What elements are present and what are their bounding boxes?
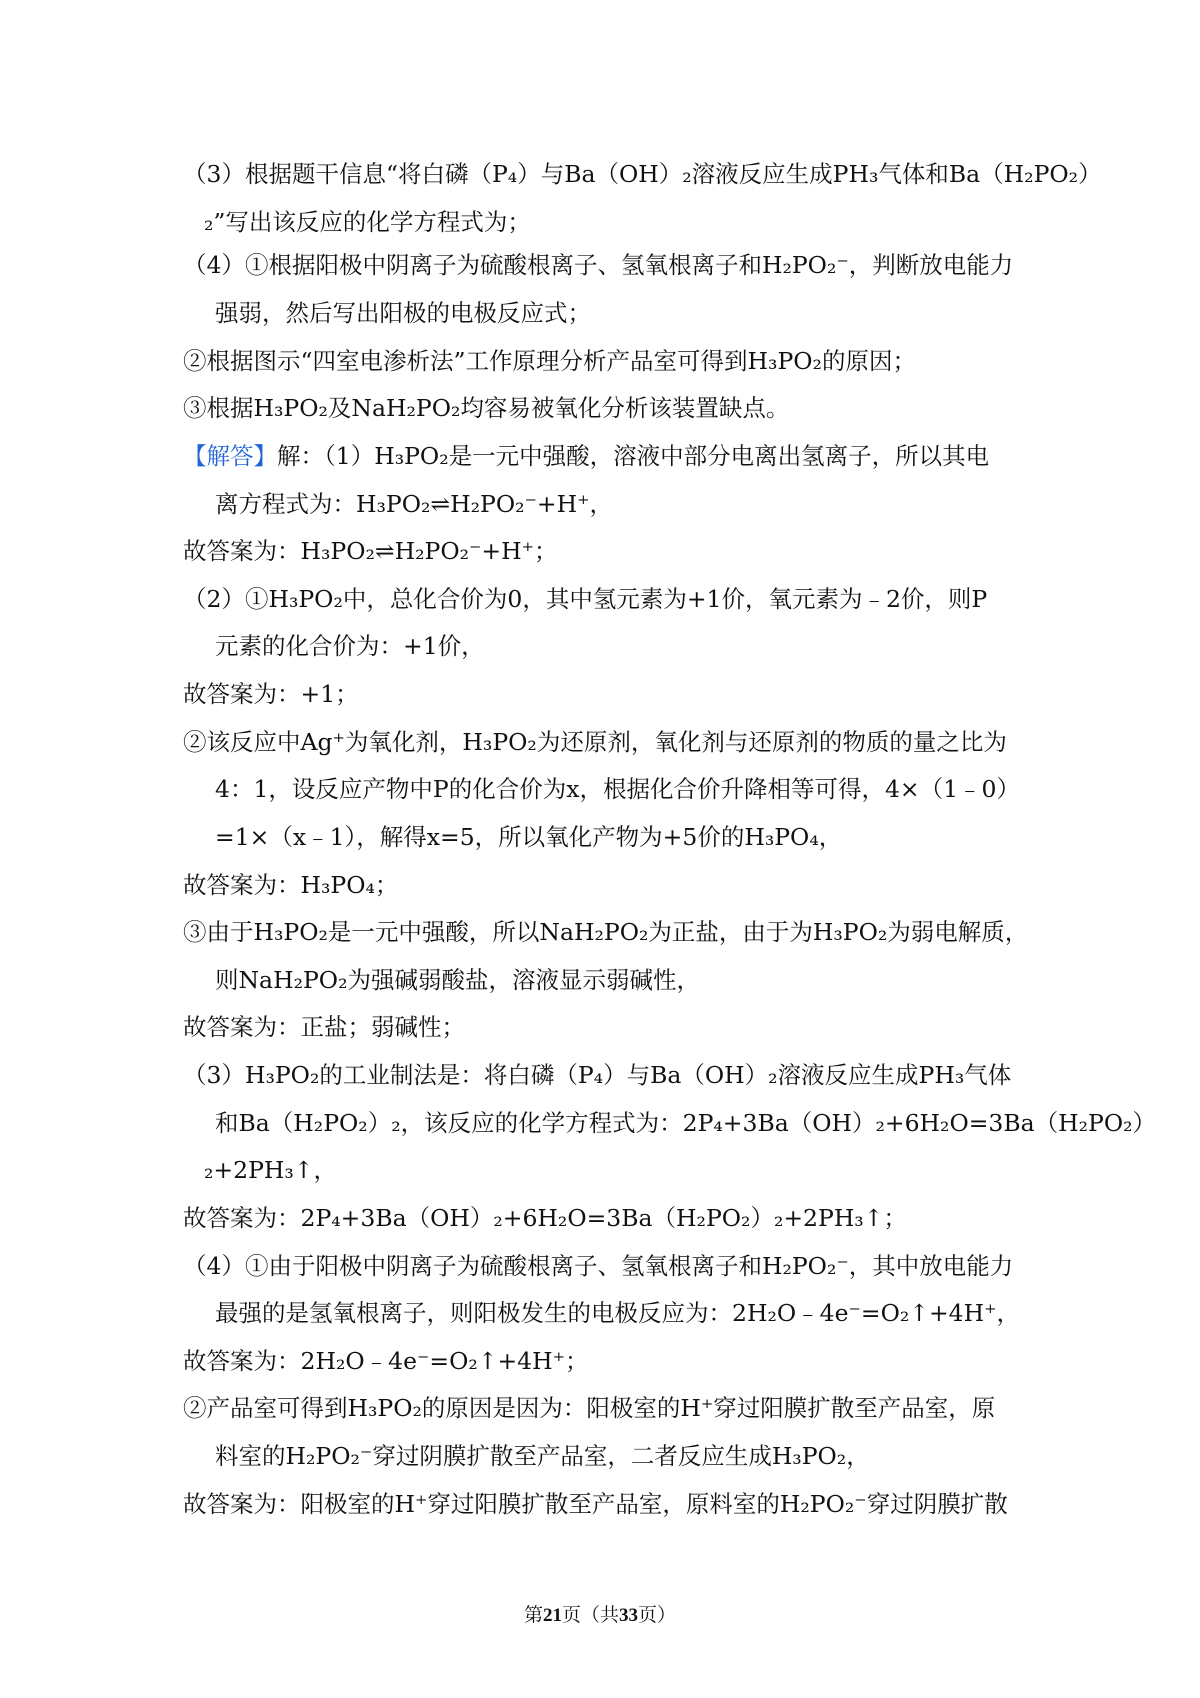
text-line: 最强的是氢氧根离子，则阳极发生的电极反应为：2H₂O﹣4e⁻=O₂↑+4H⁺， bbox=[215, 1299, 1021, 1327]
total-page-count: 33 bbox=[619, 1605, 638, 1626]
text-line: 则NaH₂PO₂为强碱弱酸盐，溶液显示弱碱性， bbox=[215, 966, 700, 994]
text-line: 故答案为：H₃PO₄； bbox=[183, 871, 399, 899]
page-footer bbox=[0, 1602, 1200, 1629]
footer-suffix: 页） bbox=[638, 1604, 677, 1626]
text-line: 故答案为：2P₄+3Ba（OH）₂+6H₂O=3Ba（H₂PO₂）₂+2PH₃↑； bbox=[183, 1204, 907, 1232]
text-line: 故答案为：H₃PO₂⇌H₂PO₂⁻+H⁺； bbox=[183, 537, 558, 565]
text-line: （3）根据题干信息“将白磷（P₄）与Ba（OH）₂溶液反应生成PH₃气体和Ba（H₂PO₂） bbox=[183, 160, 1102, 188]
text-line: 解：（1）H₃PO₂是一元中强酸，溶液中部分电离出氢离子，所以其电 bbox=[277, 442, 990, 470]
text-line: ③由于H₃PO₂是一元中强酸，所以NaH₂PO₂为正盐，由于为H₃PO₂为弱电解质， bbox=[183, 918, 1029, 946]
text-line: （3）H₃PO₂的工业制法是：将白磷（P₄）与Ba（OH）₂溶液反应生成PH₃气体 bbox=[183, 1061, 1012, 1089]
answer-tag: 【解答】 bbox=[183, 442, 277, 470]
text-line: （4）①由于阳极中阴离子为硫酸根离子、氢氧根离子和H₂PO₂⁻，其中放电能力 bbox=[183, 1252, 1014, 1280]
text-line: 和Ba（H₂PO₂）₂，该反应的化学方程式为：2P₄+3Ba（OH）₂+6H₂O=3Ba（H₂PO₂） bbox=[215, 1109, 1157, 1137]
text-line: =1×（x﹣1），解得x=5，所以氧化产物为+5价的H₃PO₄， bbox=[215, 823, 843, 851]
footer-prefix: 第 bbox=[523, 1604, 543, 1626]
footer-middle: 页（共 bbox=[561, 1604, 619, 1626]
text-line: 故答案为：正盐；弱碱性； bbox=[183, 1013, 465, 1041]
text-line: 料室的H₂PO₂⁻穿过阴膜扩散至产品室，二者反应生成H₃PO₂， bbox=[215, 1442, 870, 1470]
text-line: （2）①H₃PO₂中，总化合价为0，其中氢元素为+1价，氧元素为﹣2价，则P bbox=[183, 585, 988, 613]
text-line: 故答案为：2H₂O﹣4e⁻=O₂↑+4H⁺； bbox=[183, 1347, 589, 1375]
text-line: ②根据图示“四室电渗析法”工作原理分析产品室可得到H₃PO₂的原因； bbox=[183, 347, 916, 375]
text-line: 元素的化合价为：+1价， bbox=[215, 632, 485, 660]
text-line: ③根据H₃PO₂及NaH₂PO₂均容易被氧化分析该装置缺点。 bbox=[183, 394, 790, 422]
text-line: 4：1，设反应产物中P的化合价为x，根据化合价升降相等可得，4×（1﹣0） bbox=[215, 775, 1021, 803]
text-line: 离方程式为：H₃PO₂⇌H₂PO₂⁻+H⁺， bbox=[215, 490, 614, 518]
current-page-number: 21 bbox=[542, 1605, 562, 1626]
text-line: 故答案为：+1； bbox=[183, 680, 359, 708]
text-line: 故答案为：阳极室的H⁺穿过阳膜扩散至产品室，原料室的H₂PO₂⁻穿过阴膜扩散 bbox=[183, 1490, 1008, 1518]
text-line: ②产品室可得到H₃PO₂的原因是因为：阳极室的H⁺穿过阳膜扩散至产品室，原 bbox=[183, 1394, 996, 1422]
text-line: （4）①根据阳极中阴离子为硫酸根离子、氢氧根离子和H₂PO₂⁻，判断放电能力 bbox=[183, 251, 1014, 279]
answer-heading-line bbox=[0, 439, 1200, 473]
text-line: ₂”写出该反应的化学方程式为； bbox=[204, 208, 531, 236]
text-line: ②该反应中Ag⁺为氧化剂，H₃PO₂为还原剂，氧化剂与还原剂的物质的量之比为 bbox=[183, 728, 1007, 756]
text-line: ₂+2PH₃↑， bbox=[204, 1156, 337, 1184]
text-line: 强弱，然后写出阳极的电极反应式； bbox=[215, 299, 591, 327]
